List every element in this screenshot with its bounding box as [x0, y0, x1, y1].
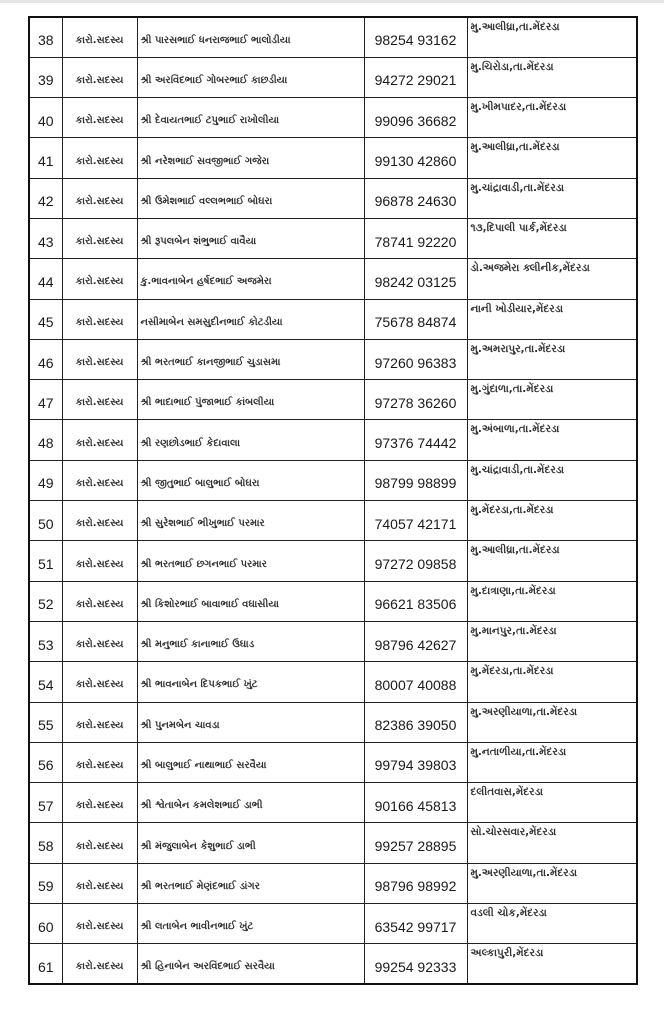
phone-number-cell: 80007 40088 — [364, 662, 467, 702]
serial-number-cell: 61 — [29, 944, 62, 984]
serial-number-cell: 39 — [29, 57, 62, 97]
serial-number-cell: 51 — [29, 541, 62, 581]
phone-number-cell: 78741 92220 — [364, 218, 467, 258]
address-cell: મુ.ચિરોડા,તા.મેંદરડા — [467, 57, 637, 97]
address-cell: મુ.અરણીયાળા,તા.મેંદરડા — [467, 863, 637, 903]
phone-number-cell: 97260 96383 — [364, 339, 467, 379]
serial-number-cell: 59 — [29, 863, 62, 903]
serial-number-cell: 54 — [29, 662, 62, 702]
address-cell: મુ.દાત્રાણા,તા.મેંદરડા — [467, 581, 637, 621]
member-name-cell: શ્રી દેવાયતભાઈ ટપુભાઈ રાખોલીયા — [137, 98, 364, 138]
phone-number-cell: 97278 36260 — [364, 380, 467, 420]
member-table — [28, 16, 638, 985]
phone-number-cell: 97272 09858 — [364, 541, 467, 581]
serial-number-cell: 47 — [29, 380, 62, 420]
phone-number-cell: 82386 39050 — [364, 702, 467, 742]
phone-number-cell: 98796 98992 — [364, 863, 467, 903]
member-name-cell: શ્રી સુરેશભાઈ ભીખુભાઈ પરમાર — [137, 501, 364, 541]
serial-number-cell: 42 — [29, 178, 62, 218]
phone-number-cell: 98799 98899 — [364, 460, 467, 500]
serial-number-cell: 52 — [29, 581, 62, 621]
address-cell: ડો.અજમેરા ક્લીનીક,મેંદરડા — [467, 259, 637, 299]
member-table-body — [29, 17, 637, 984]
table-row — [29, 178, 637, 218]
address-cell: મુ.અંબાળા,તા.મેંદરડા — [467, 420, 637, 460]
table-row — [29, 783, 637, 823]
table-row — [29, 742, 637, 782]
member-name-cell: નસીમાબેન સમસુદીનભાઈ કોટડીયા — [137, 299, 364, 339]
address-cell: મુ.અરણીયાળા,તા.મેંદરડા — [467, 702, 637, 742]
address-cell: વડલી ચોક,મેંદરડા — [467, 904, 637, 944]
role-cell: કારો.સદસ્ય — [62, 742, 137, 782]
member-name-cell: કુ.ભાવનાબેન હર્ષદભાઈ અજમેરા — [137, 259, 364, 299]
phone-number-cell: 99794 39803 — [364, 742, 467, 782]
phone-number-cell: 97376 74442 — [364, 420, 467, 460]
member-name-cell: શ્રી ભરતભાઈ મેણંદભાઈ ડાંગર — [137, 863, 364, 903]
serial-number-cell: 44 — [29, 259, 62, 299]
table-row — [29, 621, 637, 661]
phone-number-cell: 99096 36682 — [364, 98, 467, 138]
address-cell: દલીતવાસ,મેંદરડા — [467, 783, 637, 823]
page-top-edge — [0, 0, 664, 3]
serial-number-cell: 58 — [29, 823, 62, 863]
serial-number-cell: 43 — [29, 218, 62, 258]
address-cell: મુ.નતાળીયા,તા.મેંદરડા — [467, 742, 637, 782]
member-name-cell: શ્રી રૂપલબેન શંભુભાઈ વાવૈયા — [137, 218, 364, 258]
member-name-cell: શ્રી રણછોડભાઈ કેદાવાલા — [137, 420, 364, 460]
member-name-cell: શ્રી બાલુભાઈ નાથાભાઈ સરવૈયા — [137, 742, 364, 782]
role-cell: કારો.સદસ્ય — [62, 904, 137, 944]
role-cell: કારો.સદસ્ય — [62, 98, 137, 138]
role-cell: કારો.સદસ્ય — [62, 863, 137, 903]
role-cell: કારો.સદસ્ય — [62, 783, 137, 823]
address-cell: ૧૩,દિપાલી પાર્ક,મેંદરડા — [467, 218, 637, 258]
phone-number-cell: 96621 83506 — [364, 581, 467, 621]
phone-number-cell: 94272 29021 — [364, 57, 467, 97]
address-cell: મુ.ચાંદ્રાવાડી,તા.મેંદરડા — [467, 460, 637, 500]
table-row — [29, 581, 637, 621]
member-name-cell: શ્રી પારસભાઈ ધનરાજભાઈ ભાલોડીયા — [137, 17, 364, 57]
serial-number-cell: 41 — [29, 138, 62, 178]
role-cell: કારો.સદસ્ય — [62, 57, 137, 97]
address-cell: મુ.આલીધ્રા,તા.મેંદરડા — [467, 138, 637, 178]
table-row — [29, 339, 637, 379]
table-row — [29, 138, 637, 178]
serial-number-cell: 57 — [29, 783, 62, 823]
serial-number-cell: 53 — [29, 621, 62, 661]
table-row — [29, 863, 637, 903]
member-name-cell: શ્રી મંજુલાબેન કેશુભાઈ ડાભી — [137, 823, 364, 863]
table-row — [29, 460, 637, 500]
role-cell: કારો.સદસ્ય — [62, 218, 137, 258]
member-name-cell: શ્રી પુનમબેન ચાવડા — [137, 702, 364, 742]
member-name-cell: શ્રી ઉમેશભાઈ વલ્લભભાઈ બોઘરા — [137, 178, 364, 218]
role-cell: કારો.સદસ્ય — [62, 178, 137, 218]
serial-number-cell: 49 — [29, 460, 62, 500]
role-cell: કારો.સદસ્ય — [62, 380, 137, 420]
role-cell: કારો.સદસ્ય — [62, 420, 137, 460]
member-name-cell: શ્રી શ્વેતાબેન કમલેશભાઈ ડાભી — [137, 783, 364, 823]
table-row — [29, 259, 637, 299]
phone-number-cell: 96878 24630 — [364, 178, 467, 218]
phone-number-cell: 63542 99717 — [364, 904, 467, 944]
role-cell: કારો.સદસ્ય — [62, 138, 137, 178]
member-name-cell: શ્રી ભાવનાબેન દિપકભાઈ ખુંટ — [137, 662, 364, 702]
role-cell: કારો.સદસ્ય — [62, 581, 137, 621]
role-cell: કારો.સદસ્ય — [62, 501, 137, 541]
table-row — [29, 380, 637, 420]
member-name-cell: શ્રી હિનાબેન અરવિંદભાઈ સરવૈયા — [137, 944, 364, 984]
table-row — [29, 501, 637, 541]
member-name-cell: શ્રી નરેશભાઈ સવજીભાઈ ગજેરા — [137, 138, 364, 178]
member-name-cell: શ્રી લતાબેન ભાવીનભાઈ ખુંટ — [137, 904, 364, 944]
phone-number-cell: 98242 03125 — [364, 259, 467, 299]
phone-number-cell: 99257 28895 — [364, 823, 467, 863]
address-cell: મુ.ચાંદ્રાવાડી,તા.મેંદરડા — [467, 178, 637, 218]
serial-number-cell: 48 — [29, 420, 62, 460]
phone-number-cell: 90166 45813 — [364, 783, 467, 823]
serial-number-cell: 55 — [29, 702, 62, 742]
table-row — [29, 662, 637, 702]
address-cell: મુ.અમરાપુર,તા.મેંદરડા — [467, 339, 637, 379]
table-row — [29, 218, 637, 258]
table-row — [29, 904, 637, 944]
address-cell: નાની ખોડીયાર,મેંદરડા — [467, 299, 637, 339]
phone-number-cell: 99254 92333 — [364, 944, 467, 984]
phone-number-cell: 74057 42171 — [364, 501, 467, 541]
member-name-cell: શ્રી મનુભાઈ કાનાભાઈ ઉઘાડ — [137, 621, 364, 661]
role-cell: કારો.સદસ્ય — [62, 823, 137, 863]
phone-number-cell: 99130 42860 — [364, 138, 467, 178]
address-cell: મુ.આલીધ્રા,તા.મેંદરડા — [467, 541, 637, 581]
phone-number-cell: 98796 42627 — [364, 621, 467, 661]
role-cell: કારો.સદસ્ય — [62, 662, 137, 702]
address-cell: મુ.માનપુર,તા.મેંદરડા — [467, 621, 637, 661]
serial-number-cell: 60 — [29, 904, 62, 944]
table-row — [29, 944, 637, 984]
role-cell: કારો.સદસ્ય — [62, 17, 137, 57]
table-row — [29, 17, 637, 57]
role-cell: કારો.સદસ્ય — [62, 339, 137, 379]
address-cell: મુ.ખીમપાદર,તા.મેંદરડા — [467, 98, 637, 138]
member-name-cell: શ્રી ભરતભાઈ છગનભાઈ પરમાર — [137, 541, 364, 581]
table-row — [29, 541, 637, 581]
serial-number-cell: 56 — [29, 742, 62, 782]
table-row — [29, 420, 637, 460]
role-cell: કારો.સદસ્ય — [62, 702, 137, 742]
role-cell: કારો.સદસ્ય — [62, 460, 137, 500]
table-row — [29, 299, 637, 339]
member-name-cell: શ્રી ભરતભાઈ કાનજીભાઈ ચુડાસમા — [137, 339, 364, 379]
serial-number-cell: 45 — [29, 299, 62, 339]
table-row — [29, 823, 637, 863]
table-row — [29, 57, 637, 97]
member-name-cell: શ્રી ભાદાભાઈ પુંજાભાઈ કાંબલીયા — [137, 380, 364, 420]
table-row — [29, 98, 637, 138]
address-cell: અલ્કાપુરી,મેંદરડા — [467, 944, 637, 984]
serial-number-cell: 40 — [29, 98, 62, 138]
member-name-cell: શ્રી જીતુભાઈ બાલુભાઈ બોઘરા — [137, 460, 364, 500]
member-name-cell: શ્રી અરવિંદભાઈ ગોબરભાઈ કાછડીયા — [137, 57, 364, 97]
table-row — [29, 702, 637, 742]
serial-number-cell: 50 — [29, 501, 62, 541]
role-cell: કારો.સદસ્ય — [62, 541, 137, 581]
role-cell: કારો.સદસ્ય — [62, 944, 137, 984]
address-cell: સો.ચોરસવાર,મેંદરડા — [467, 823, 637, 863]
serial-number-cell: 46 — [29, 339, 62, 379]
phone-number-cell: 98254 93162 — [364, 17, 467, 57]
serial-number-cell: 38 — [29, 17, 62, 57]
address-cell: મુ.મેંદરડા,તા.મેંદરડા — [467, 662, 637, 702]
phone-number-cell: 75678 84874 — [364, 299, 467, 339]
member-name-cell: શ્રી કિશોરભાઈ બાવાભાઈ વઘાસીયા — [137, 581, 364, 621]
role-cell: કારો.સદસ્ય — [62, 259, 137, 299]
role-cell: કારો.સદસ્ય — [62, 299, 137, 339]
role-cell: કારો.સદસ્ય — [62, 621, 137, 661]
address-cell: મુ.આલીધ્રા,તા.મેંદરડા — [467, 17, 637, 57]
address-cell: મુ.ગુંદાળા,તા.મેંદરડા — [467, 380, 637, 420]
address-cell: મુ.મેંદરડા,તા.મેંદરડા — [467, 501, 637, 541]
